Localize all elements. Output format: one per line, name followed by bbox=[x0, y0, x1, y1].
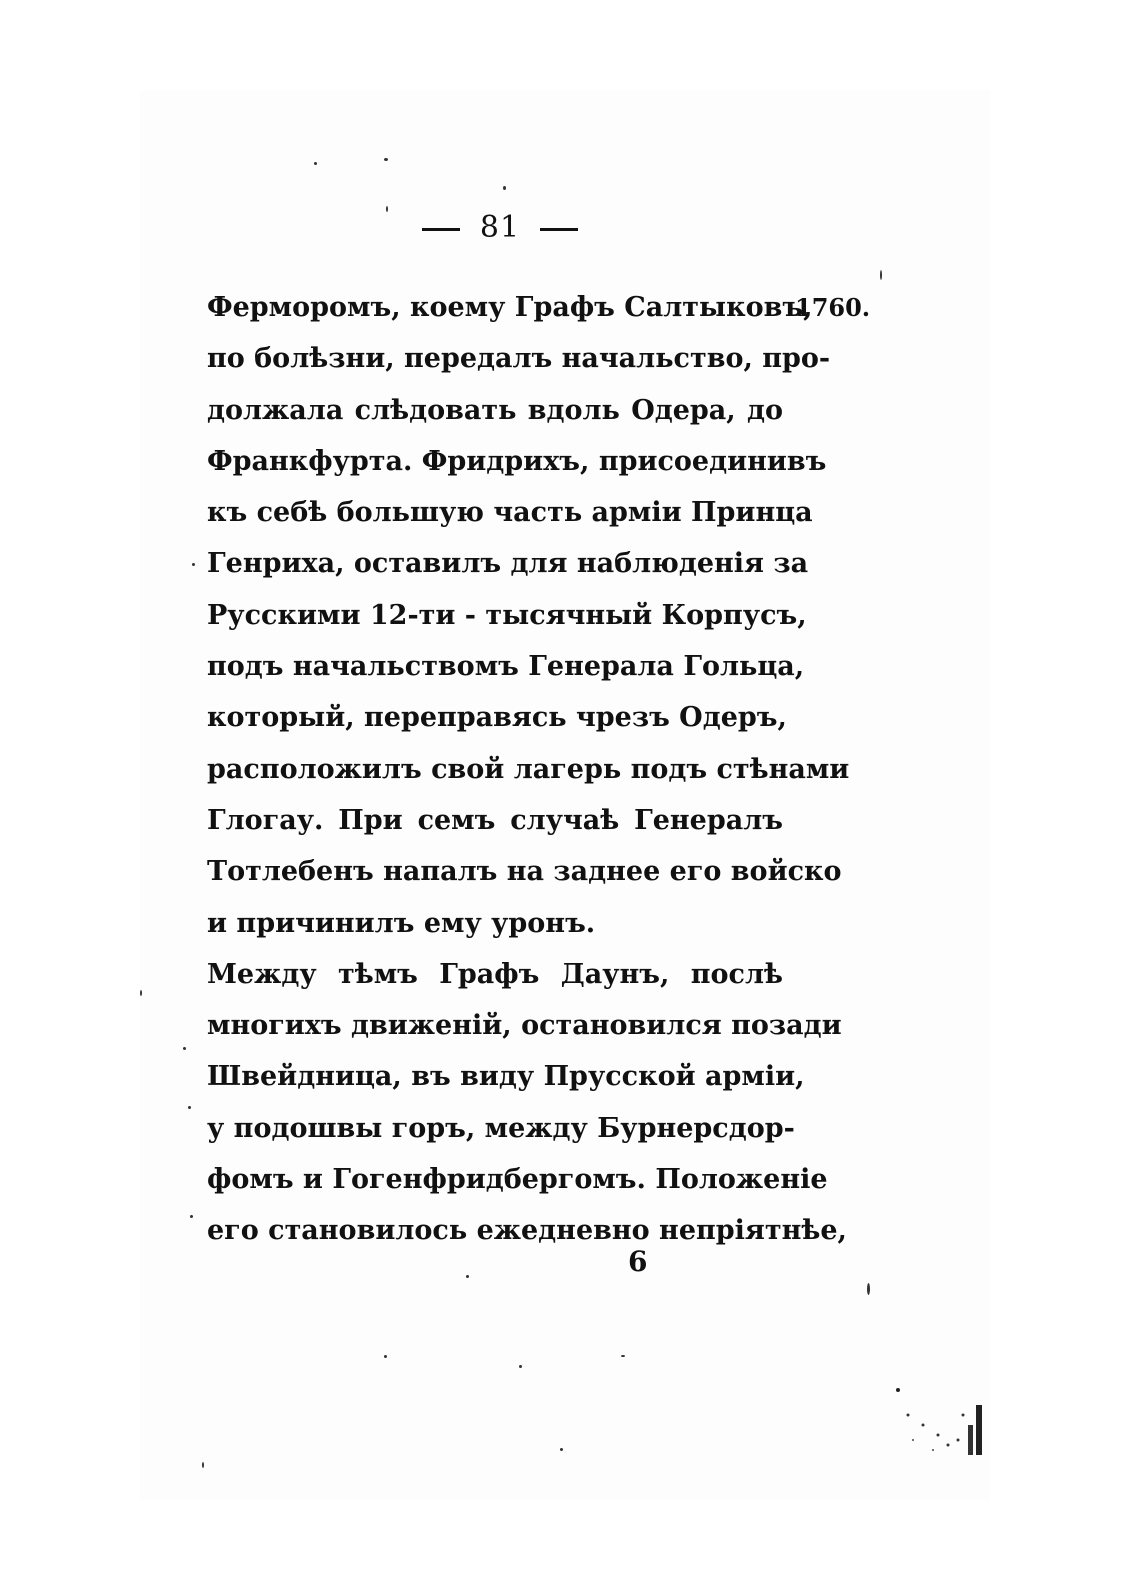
text-line: многихъ движеній, остановился позади bbox=[207, 1010, 842, 1042]
text-line: Русскими 12-ти - тысячный Корпусъ, bbox=[207, 599, 807, 631]
text-line: расположилъ свой лагерь подъ стѣнами bbox=[207, 753, 850, 785]
text-line: Франкфурта. Фридрихъ, присоединивъ bbox=[207, 445, 827, 477]
scan-speck bbox=[519, 1365, 522, 1368]
text-line: Между тѣмъ Графъ Даунъ, послѣ bbox=[207, 958, 783, 990]
text-line: должала слѣдовать вдоль Одера, до bbox=[207, 394, 783, 426]
page-number bbox=[0, 210, 1000, 245]
text-line: по болѣзни, передалъ начальство, про- bbox=[207, 343, 831, 375]
text-line: подъ начальствомъ Генерала Гольца, bbox=[207, 651, 805, 683]
text-line: у подошвы горъ, между Бурнерсдор- bbox=[207, 1112, 795, 1144]
text-line: его становилось ежедневно непріятнѣе, bbox=[207, 1215, 847, 1247]
text-line: Глогау. При семъ случаѣ Генералъ bbox=[207, 804, 783, 836]
scan-speck bbox=[384, 1355, 387, 1358]
text-line: Генриха, оставилъ для наблюденія за bbox=[207, 548, 809, 580]
margin-year-note: 1760. bbox=[795, 293, 871, 322]
dash-left bbox=[422, 228, 460, 231]
scan-speck bbox=[867, 1283, 870, 1295]
scan-speck bbox=[314, 162, 317, 165]
text-line: Ферморомъ, коему Графъ Салтыковъ, bbox=[207, 292, 813, 323]
scan-speck bbox=[503, 186, 506, 190]
page-number-value: 81 bbox=[479, 210, 521, 245]
scan-speck bbox=[384, 158, 388, 161]
signature-mark: 6 bbox=[628, 1245, 648, 1278]
scan-smudge bbox=[888, 1385, 988, 1465]
scan-speck bbox=[140, 990, 142, 996]
scan-speck bbox=[192, 563, 195, 566]
scan-speck bbox=[183, 1047, 186, 1050]
text-line: Тотлебенъ напалъ на заднее его войско bbox=[207, 856, 842, 888]
dash-right bbox=[540, 228, 578, 231]
text-line: къ себѣ большую часть арміи Принца bbox=[207, 497, 813, 529]
text-line: который, переправясь чрезъ Одеръ, bbox=[207, 702, 787, 734]
scan-speck bbox=[190, 1215, 193, 1218]
scan-speck bbox=[202, 1462, 204, 1468]
scan-speck bbox=[621, 1355, 625, 1357]
scan-speck bbox=[386, 206, 388, 212]
scan-speck bbox=[466, 1275, 469, 1278]
text-line: и причинилъ ему уронъ. bbox=[207, 907, 596, 939]
text-line: Швейдница, въ виду Прусской арміи, bbox=[207, 1061, 805, 1093]
scan-speck bbox=[880, 270, 882, 280]
scan-speck bbox=[188, 1106, 191, 1109]
text-line: фомъ и Гогенфридбергомъ. Положеніе bbox=[207, 1164, 828, 1196]
scan-speck bbox=[560, 1448, 563, 1451]
